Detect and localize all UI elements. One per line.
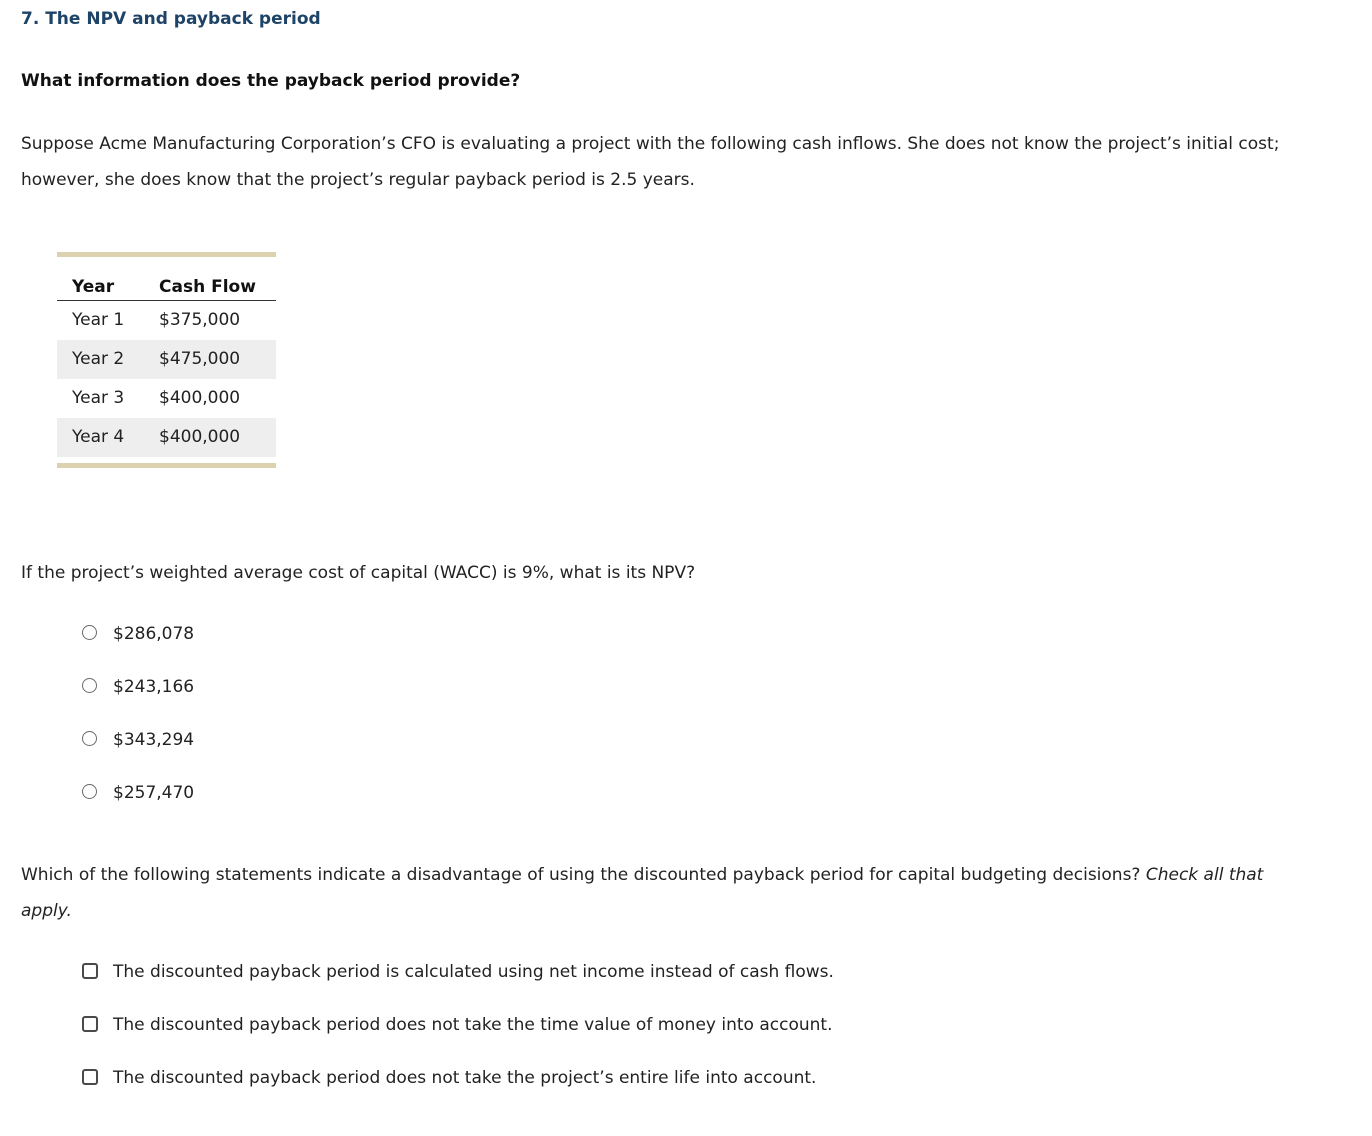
disadvantage-option-label[interactable]: The discounted payback period does not take the project’s entire life into account. xyxy=(113,1068,817,1088)
checkbox[interactable] xyxy=(82,963,98,979)
radio-button[interactable] xyxy=(82,678,97,693)
npv-option-label[interactable]: $257,470 xyxy=(113,783,195,803)
npv-option-label[interactable]: $286,078 xyxy=(113,624,195,644)
check-all-instruction-continued: apply. xyxy=(21,901,72,921)
table-row xyxy=(57,418,276,457)
intro-line-1: Suppose Acme Manufacturing Corporation’s CFO is evaluating a project with the following cash inflows. She does not know the project’s initial cost; xyxy=(21,134,1280,154)
npv-option-label[interactable]: $343,294 xyxy=(113,730,195,750)
radio-button[interactable] xyxy=(82,784,97,799)
row-year: Year 4 xyxy=(72,427,125,447)
row-cash-flow: $400,000 xyxy=(159,388,241,408)
question-heading: What information does the payback period provide? xyxy=(21,71,521,91)
header-cash-flow: Cash Flow xyxy=(159,277,256,297)
row-year: Year 1 xyxy=(72,310,125,330)
table-header xyxy=(57,257,276,301)
disadvantage-option-label[interactable]: The discounted payback period is calculated using net income instead of cash flows. xyxy=(113,962,834,982)
intro-line-2: however, she does know that the project’s regular payback period is 2.5 years. xyxy=(21,170,695,190)
table-row xyxy=(57,379,276,418)
disadvantage-prompt-text: Which of the following statements indicate a disadvantage of using the discounted payback period for capital budgeting decisions? xyxy=(21,865,1141,885)
npv-option-label[interactable]: $243,166 xyxy=(113,677,195,697)
checkbox[interactable] xyxy=(82,1069,98,1085)
table-bottom-bar xyxy=(57,463,276,468)
radio-button[interactable] xyxy=(82,731,97,746)
table-row xyxy=(57,301,276,340)
row-cash-flow: $475,000 xyxy=(159,349,241,369)
table-row xyxy=(57,340,276,379)
disadvantage-option-label[interactable]: The discounted payback period does not take the time value of money into account. xyxy=(113,1015,833,1035)
row-cash-flow: $375,000 xyxy=(159,310,241,330)
radio-button[interactable] xyxy=(82,625,97,640)
disadvantage-question-prompt xyxy=(21,865,1263,885)
row-cash-flow: $400,000 xyxy=(159,427,241,447)
cash-flow-table xyxy=(57,252,276,468)
check-all-instruction: Check all that xyxy=(1145,865,1264,885)
checkbox[interactable] xyxy=(82,1016,98,1032)
npv-question-prompt: If the project’s weighted average cost of capital (WACC) is 9%, what is its NPV? xyxy=(21,563,696,583)
header-year: Year xyxy=(72,277,115,297)
row-year: Year 3 xyxy=(72,388,125,408)
row-year: Year 2 xyxy=(72,349,125,369)
question-title: 7. The NPV and payback period xyxy=(21,9,321,29)
